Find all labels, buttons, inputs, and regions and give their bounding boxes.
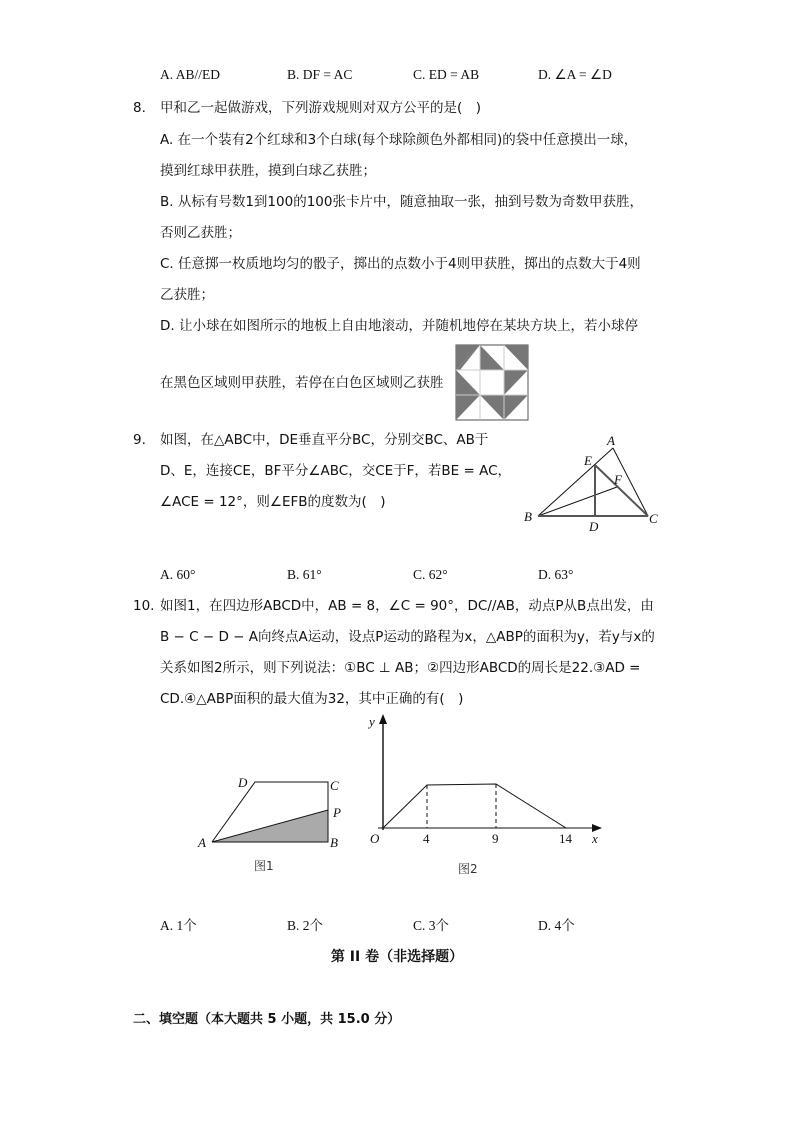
q9-number: 9. [133, 432, 146, 448]
q8-stem: 甲和乙一起做游戏，下列游戏规则对双方公平的是( ) [160, 100, 482, 116]
label-a: A [607, 433, 615, 448]
q7-option-a: A. AB//ED [160, 67, 221, 82]
q9-line: ∠ACE = 12°，则∠EFB的度数为( ) [160, 494, 386, 510]
q8-line: 否则乙获胜； [160, 225, 241, 241]
label-f: F [614, 472, 622, 487]
label-c: C [330, 778, 339, 793]
q8-line: 摸到红球甲获胜，摸到白球乙获胜； [160, 163, 376, 179]
q8-number: 8. [133, 100, 146, 116]
x-tick: 14 [559, 831, 572, 846]
figure-1-caption: 图1 [254, 859, 274, 873]
label-d: D [238, 775, 248, 790]
label-d: D [589, 519, 599, 534]
label-b: B [330, 835, 338, 850]
q9-option-a: A. 60° [160, 567, 196, 582]
section-title: 第 II 卷（非选择题） [330, 949, 464, 965]
q10-line: 如图1，在四边形ABCD中，AB = 8，∠C = 90°，DC//AB，动点P从B点出发，由 [160, 598, 654, 614]
y-axis-label: y [369, 714, 375, 729]
figure-2-graph [360, 710, 610, 880]
x-tick: 4 [423, 831, 430, 846]
q8-line: D. 让小球在如图所示的地板上自由地滚动，并随机地停在某块方块上，若小球停 [160, 318, 638, 334]
q10-option-d: D. 4个 [538, 918, 575, 933]
q9-option-b: B. 61° [287, 567, 322, 582]
label-a: A [198, 835, 206, 850]
q10-number: 10. [133, 598, 155, 614]
label-e: E [584, 453, 592, 468]
q9-option-d: D. 63° [538, 567, 574, 582]
q8-line: 在黑色区域则甲获胜，若停在白色区域则乙获胜 [160, 375, 444, 391]
q7-option-b: B. DF = AC [287, 67, 353, 82]
q10-option-a: A. 1个 [160, 918, 197, 933]
q9-option-c: C. 62° [413, 567, 448, 582]
floor-tile-figure [456, 345, 528, 420]
q10-line: CD.④△ABP面积的最大值为32，其中正确的有( ) [160, 691, 464, 707]
q10-option-c: C. 3个 [413, 918, 450, 933]
q8-line: B. 从标有号数1到100的100张卡片中，随意抽取一张，抽到号数为奇数甲获胜， [160, 194, 643, 210]
label-b: B [524, 509, 532, 524]
label-c: C [649, 511, 658, 526]
q7-option-d: D. ∠A = ∠D [538, 67, 612, 82]
x-axis-label: x [592, 831, 598, 846]
triangle-abc-figure [510, 430, 670, 540]
q10-line: 关系如图2所示，则下列说法：①BC ⊥ AB；②四边形ABCD的周长是22.③AD = [160, 660, 641, 676]
q10-line: B − C − D − A向终点A运动，设点P运动的路程为x，△ABP的面积为y，若y与x的 [160, 629, 655, 645]
label-p: P [333, 805, 341, 820]
figure-1-quadrilateral [190, 770, 350, 880]
origin-label: O [370, 831, 380, 846]
q9-line: D、E，连接CE，BF平分∠ABC，交CE于F，若BE = AC， [160, 463, 512, 479]
q10-option-b: B. 2个 [287, 918, 324, 933]
x-tick: 9 [492, 831, 499, 846]
q8-line: 乙获胜； [160, 287, 214, 303]
part-heading: 二、填空题（本大题共 5 小题，共 15.0 分） [133, 1012, 401, 1027]
q8-line: A. 在一个装有2个红球和3个白球(每个球除颜色外都相同)的袋中任意摸出一球， [160, 132, 638, 148]
q8-line: C. 任意掷一枚质地均匀的骰子，掷出的点数小于4则甲获胜，掷出的点数大于4则 [160, 256, 641, 272]
q9-line: 如图，在△ABC中，DE垂直平分BC，分别交BC、AB于 [160, 432, 489, 448]
figure-2-caption: 图2 [458, 862, 478, 876]
q7-option-c: C. ED = AB [413, 67, 480, 82]
